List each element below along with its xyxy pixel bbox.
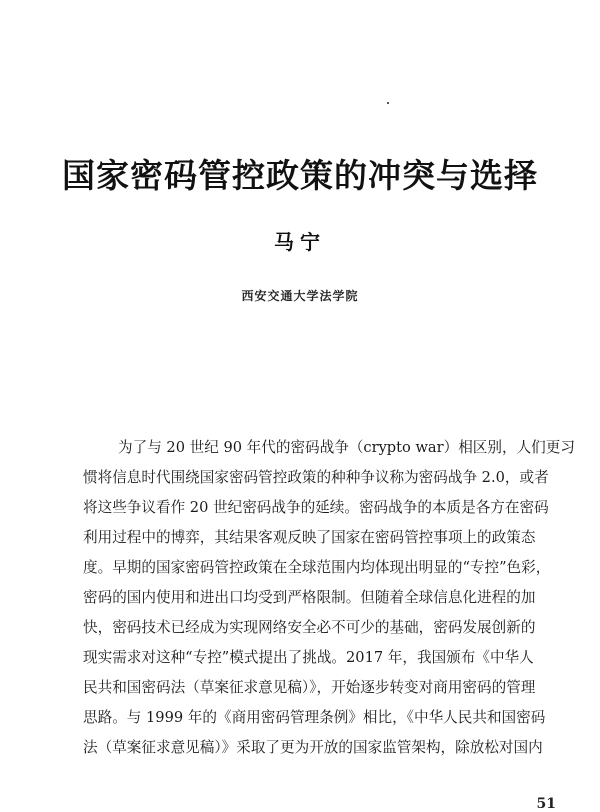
- body-line: 民共和国密码法（草案征求意见稿）》，开始逐步转变对商用密码的管理: [83, 679, 536, 696]
- page-number: 51: [536, 796, 556, 812]
- article-title: 国家密码管控政策的冲突与选择: [62, 156, 538, 195]
- body-text: [83, 433, 575, 763]
- body-line: 为了与 20 世纪 90 年代的密码战争（crypto war）相区别，人们更习: [118, 439, 575, 456]
- body-line: 现实需求对这种“专控”模式提出了挑战。2017 年，我国颁布《中华人: [83, 649, 534, 666]
- author-affiliation: 西安交通大学法学院: [241, 289, 359, 303]
- article-author: 马宁: [274, 230, 326, 254]
- body-line: 法（草案征求意见稿）》采取了更为开放的国家监管架构，除放松对国内: [83, 739, 543, 756]
- body-line: 密码的国内使用和进出口均受到严格限制。但随着全球信息化进程的加: [83, 589, 536, 606]
- body-line: 利用过程中的博弈，其结果客观反映了国家在密码管控事项上的政策态: [83, 529, 536, 546]
- body-line: 快，密码技术已经成为实现网络安全必不可少的基础，密码发展创新的: [83, 619, 536, 636]
- body-line: 将这些争议看作 20 世纪密码战争的延续。密码战争的本质是各方在密码: [83, 499, 549, 516]
- scan-speck: [387, 102, 389, 104]
- body-line: 思路。与 1999 年的《商用密码管理条例》相比，《中华人民共和国密码: [83, 709, 546, 726]
- body-line: 度。早期的国家密码管控政策在全球范围内均体现出明显的“专控”色彩，: [83, 559, 551, 576]
- body-line: 惯将信息时代围绕国家密码管控政策的种种争议称为密码战争 2.0，或者: [83, 469, 549, 486]
